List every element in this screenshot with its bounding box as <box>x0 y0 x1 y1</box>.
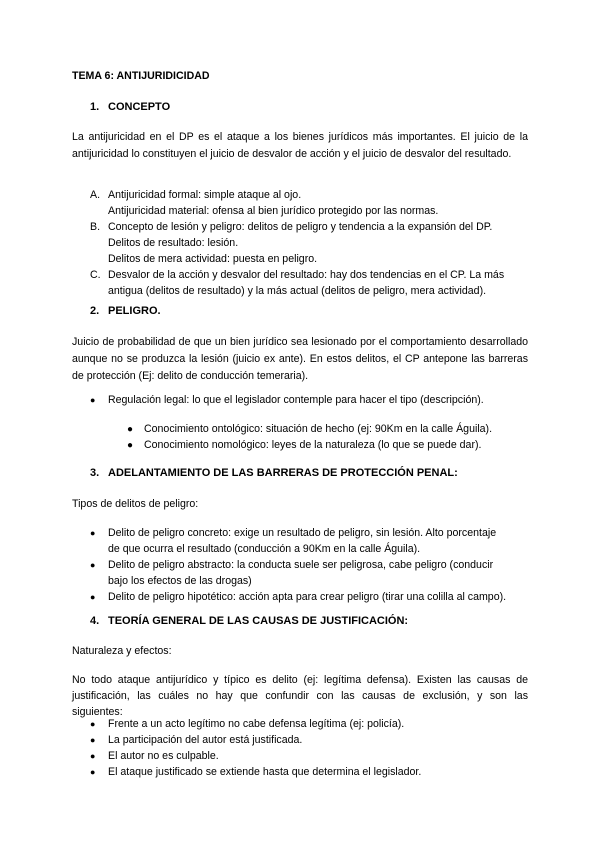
section-3-bullet-3: Delito de peligro hipotético: acción apta para crear peligro (tirar una colilla al campo). <box>108 591 507 603</box>
bullet-icon: ● <box>90 735 96 745</box>
section-3-bullet-1-line-2: de que ocurra el resultado (conducción a 90Km en la calle Águila). <box>108 543 421 555</box>
section-4-paragraph-line-3: siguientes: <box>72 706 123 718</box>
section-4-bullet-3: El autor no es culpable. <box>108 750 219 762</box>
bullet-icon: ● <box>90 767 96 777</box>
bullet-icon: ● <box>90 751 96 761</box>
section-2-subbullet-2: Conocimiento nomológico: leyes de la naturaleza (lo que se puede dar). <box>144 439 482 451</box>
section-1-paragraph: La antijuricidad en el DP es el ataque a los bienes jurídicos más importantes. El juicio de la antijuricidad lo constituyen el juicio de desvalor de acción y el juicio de desvalor del resultado. <box>72 131 528 160</box>
list-item-c-line-2: antigua (delitos de resultado) y la más actual (delitos de peligro, mera actividad). <box>108 285 487 297</box>
list-marker-a: A. <box>90 189 101 201</box>
section-4-bullet-2: La participación del autor está justificada. <box>108 734 303 746</box>
section-3-heading: ADELANTAMIENTO DE LAS BARRERAS DE PROTECCIÓN PENAL: <box>108 467 458 479</box>
list-marker-c: C. <box>90 269 101 281</box>
section-4-bullet-1: Frente a un acto legítimo no cabe defensa legítima (ej: policía). <box>108 718 405 730</box>
section-1-heading: CONCEPTO <box>108 101 171 113</box>
section-1-number: 1. <box>90 101 100 113</box>
section-2-paragraph: Juicio de probabilidad de que un bien jurídico sea lesionado por el comportamiento desarrollado aunque no se produzca la lesión (juicio ex ante). En estos delitos, el CP antepone las barreras de protección (Ej: delito de conducción temeraria). <box>72 336 528 382</box>
list-marker-b: B. <box>90 221 101 233</box>
bullet-icon: ● <box>90 592 96 602</box>
section-3-number: 3. <box>90 467 100 479</box>
sub-bullet-icon: ● <box>127 424 134 435</box>
page-title: TEMA 6: ANTIJURIDICIDAD <box>72 70 210 82</box>
bullet-icon: ● <box>90 560 96 570</box>
section-3-intro: Tipos de delitos de peligro: <box>72 498 199 510</box>
list-item-b-line-3: Delitos de mera actividad: puesta en peligro. <box>108 253 318 265</box>
section-3-bullet-2-line-2: bajo los efectos de las drogas) <box>108 575 252 587</box>
bullet-icon: ● <box>90 528 96 538</box>
list-item-a-line-1: Antijuricidad formal: simple ataque al ojo. <box>108 189 302 201</box>
section-4-paragraph-line-1: No todo ataque antijurídico y típico es delito (ej: legítima defensa). Existen las causas de <box>72 674 528 686</box>
bullet-icon: ● <box>90 719 96 729</box>
sub-bullet-icon: ● <box>127 440 134 451</box>
section-4-number: 4. <box>90 615 100 627</box>
section-2-heading: PELIGRO. <box>108 305 161 317</box>
section-4-intro: Naturaleza y efectos: <box>72 645 172 657</box>
list-item-a-line-2: Antijuricidad material: ofensa al bien jurídico protegido por las normas. <box>108 205 439 217</box>
section-2-bullet: Regulación legal: lo que el legislador contemple para hacer el tipo (descripción). <box>108 394 484 406</box>
section-4-bullet-4: El ataque justificado se extiende hasta que determina el legislador. <box>108 766 422 778</box>
list-item-c-line-1: Desvalor de la acción y desvalor del resultado: hay dos tendencias en el CP. La más <box>108 269 505 281</box>
bullet-icon: ● <box>90 395 96 405</box>
section-2-subbullet-1: Conocimiento ontológico: situación de hecho (ej: 90Km en la calle Águila). <box>144 423 493 435</box>
section-3-bullet-1-line-1: Delito de peligro concreto: exige un resultado de peligro, sin lesión. Alto porcentaje <box>108 527 497 539</box>
section-2-number: 2. <box>90 305 100 317</box>
section-4-paragraph-line-2: justificación, las cuáles no hay que confundir con las causas de exclusión, y son las <box>72 690 528 702</box>
section-3-bullet-2-line-1: Delito de peligro abstracto: la conducta suele ser peligrosa, cabe peligro (conducir <box>108 559 494 571</box>
section-4-heading: TEORÍA GENERAL DE LAS CAUSAS DE JUSTIFICACIÓN: <box>108 615 409 627</box>
list-item-b-line-1: Concepto de lesión y peligro: delitos de peligro y tendencia a la expansión del DP. <box>108 221 493 233</box>
list-item-b-line-2: Delitos de resultado: lesión. <box>108 237 239 249</box>
